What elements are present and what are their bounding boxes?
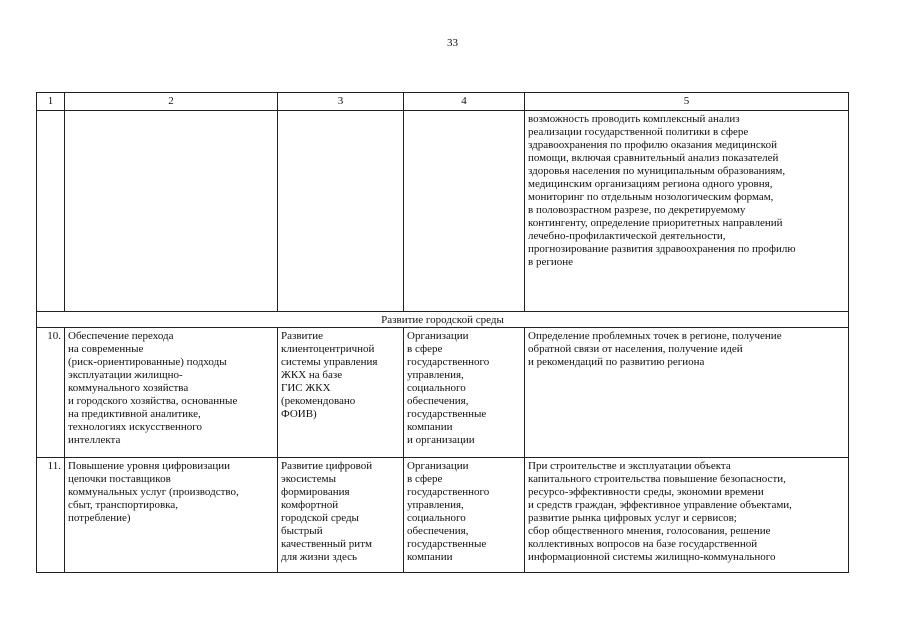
- table-row: [37, 458, 849, 573]
- cell-text-line: цепочки поставщиков: [68, 473, 171, 485]
- header-col-3: 3: [278, 93, 404, 111]
- cell-text-line: здравоохранения по профилю оказания медицинской: [528, 139, 777, 151]
- cell-text-line: развитие рынка цифровых услуг и сервисов;: [528, 512, 737, 524]
- cell-text-line: Развитие цифровой: [281, 460, 373, 472]
- cell-text-line: ГИС ЖКХ: [281, 382, 331, 394]
- cell-text-line: Определение проблемных точек в регионе, получение: [528, 330, 782, 342]
- cell-text-line: в половозрастном разрезе, по декретируемому: [528, 204, 746, 216]
- cell-text-line: управления,: [407, 369, 464, 381]
- cell-text-line: мониторинг по отдельным нозологическим формам,: [528, 191, 774, 203]
- cell-text-line: коммунального хозяйства: [68, 382, 189, 394]
- page-number: 33: [447, 37, 458, 49]
- cell-col3: [278, 458, 404, 573]
- table-row: [37, 328, 849, 458]
- cell-col4: [404, 111, 525, 312]
- cell-text-line: здоровья населения по муниципальным образованиям,: [528, 165, 786, 177]
- cell-text-line: лечебно-профилактической деятельности,: [528, 230, 726, 242]
- cell-col5: [525, 458, 849, 573]
- cell-text-line: коллективных вопросов на базе государственной: [528, 538, 758, 550]
- cell-num: [37, 111, 65, 312]
- section-title: Развитие городской среды: [37, 312, 849, 328]
- cell-text-line: ресурсо-эффективности среды, экономии времени: [528, 486, 764, 498]
- cell-text-line: Организации: [407, 330, 469, 342]
- cell-text-line: (рекомендовано: [281, 395, 356, 407]
- document-table: [36, 92, 849, 573]
- header-row: [37, 93, 849, 111]
- cell-text-line: компании: [407, 551, 453, 563]
- cell-text-line: и рекомендаций по развитию региона: [528, 356, 705, 368]
- cell-text-line: прогнозирование развития здравоохранения по профилю: [528, 243, 796, 255]
- cell-text-line: информационной системы жилищно-коммунального: [528, 551, 776, 563]
- cell-text-line: на предиктивной аналитике,: [68, 408, 201, 420]
- cell-text-line: технологиях искусственного: [68, 421, 203, 433]
- cell-text-line: Повышение уровня цифровизации: [68, 460, 231, 472]
- cell-text-line: и организации: [407, 434, 475, 446]
- header-col-2: 2: [65, 93, 278, 111]
- cell-col2: [65, 111, 278, 312]
- cell-text-line: экосистемы: [281, 473, 336, 485]
- cell-text-line: государственные: [407, 538, 487, 550]
- cell-text-line: Организации: [407, 460, 469, 472]
- header-col-4: 4: [404, 93, 525, 111]
- cell-col2: [65, 458, 278, 573]
- cell-text-line: формирования: [281, 486, 350, 498]
- cell-text-line: ЖКХ на базе: [281, 369, 343, 381]
- section-row: [37, 312, 849, 328]
- cell-col4: [404, 458, 525, 573]
- row-number: 10.: [37, 328, 65, 458]
- cell-text-line: комфортной: [281, 499, 339, 511]
- cell-text-line: системы управления: [281, 356, 378, 368]
- cell-col4: [404, 328, 525, 458]
- cell-text-line: сбыт, транспортировка,: [68, 499, 179, 511]
- cell-text-line: социального: [407, 512, 466, 524]
- cell-text-line: и средств граждан, эффективное управление объектами,: [528, 499, 792, 511]
- cell-text-line: для жизни здесь: [281, 551, 358, 563]
- cell-text-line: в регионе: [528, 256, 573, 268]
- cell-text-line: обеспечения,: [407, 525, 469, 537]
- cell-text-line: клиентоцентричной: [281, 343, 375, 355]
- row-number: 11.: [37, 458, 65, 573]
- cell-col3: [278, 328, 404, 458]
- header-col-5: 5: [525, 93, 849, 111]
- cell-text-line: обратной связи от населения, получение идей: [528, 343, 743, 355]
- cell-text-line: государственные: [407, 408, 487, 420]
- cell-text-line: государственного: [407, 486, 490, 498]
- cell-text-line: потребление): [68, 512, 131, 524]
- cell-text-line: (риск-ориентированные) подходы: [68, 356, 227, 368]
- cell-text-line: капитального строительства повышение безопасности,: [528, 473, 786, 485]
- cell-text-line: управления,: [407, 499, 464, 511]
- cell-text-line: возможность проводить комплексный анализ: [528, 113, 740, 125]
- cell-text-line: социального: [407, 382, 466, 394]
- cell-text-line: медицинским организациям региона одного уровня,: [528, 178, 773, 190]
- table-row-continued: [37, 111, 849, 312]
- header-col-1: 1: [37, 93, 65, 111]
- cell-text-line: интеллекта: [68, 434, 121, 446]
- cell-text-line: При строительстве и эксплуатации объекта: [528, 460, 731, 472]
- cell-col3: [278, 111, 404, 312]
- cell-text-line: быстрый: [281, 525, 323, 537]
- cell-text-line: на современные: [68, 343, 144, 355]
- cell-text-line: городской среды: [281, 512, 359, 524]
- cell-text-line: компании: [407, 421, 453, 433]
- cell-text-line: ФОИВ): [281, 408, 317, 420]
- cell-text-line: Развитие: [281, 330, 324, 342]
- cell-text-line: Обеспечение перехода: [68, 330, 174, 342]
- cell-text-line: в сфере: [407, 473, 443, 485]
- cell-col2: [65, 328, 278, 458]
- cell-text-line: обеспечения,: [407, 395, 469, 407]
- cell-text-line: государственного: [407, 356, 490, 368]
- cell-text-line: и городского хозяйства, основанные: [68, 395, 238, 407]
- cell-text-line: коммунальных услуг (производство,: [68, 486, 239, 498]
- cell-text-line: помощи, включая сравнительный анализ показателей: [528, 152, 779, 164]
- cell-text-line: в сфере: [407, 343, 443, 355]
- cell-text-line: реализации государственной политики в сфере: [528, 126, 749, 138]
- cell-text-line: контингенту, определение приоритетных направлений: [528, 217, 783, 229]
- cell-text-line: сбор общественного мнения, голосования, решение: [528, 525, 771, 537]
- cell-text-line: качественный ритм: [281, 538, 372, 550]
- cell-text-line: эксплуатации жилищно-: [68, 369, 183, 381]
- cell-col5: [525, 111, 849, 312]
- cell-col5: [525, 328, 849, 458]
